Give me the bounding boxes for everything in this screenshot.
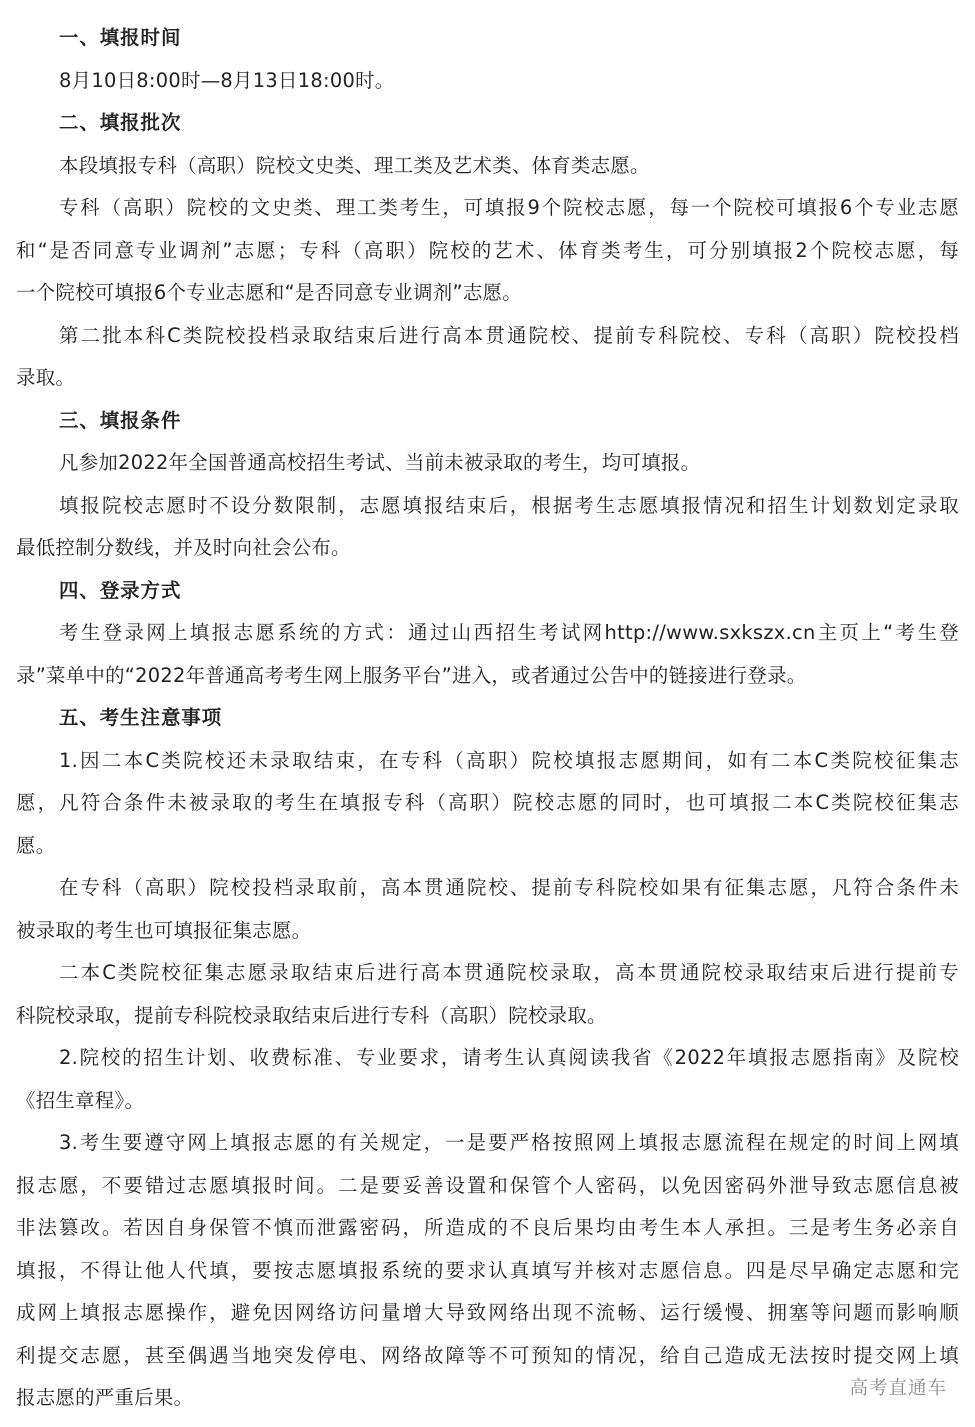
paragraph-line: 报志愿的严重后果。 [16, 1386, 194, 1409]
paragraph-line: 非法篡改。若因自身保管不慎而泄露密码，所造成的不良后果均由考生本人承担。三是考生务必亲自 [16, 1216, 959, 1239]
paragraph-line: 考生登录网上填报志愿系统的方式：通过山西招生考试网http://www.sxkszx.cn主页上“考生登 [59, 621, 959, 644]
section-heading-batch: 二、填报批次 [59, 111, 182, 134]
paragraph-line: 专科（高职）院校的文史类、理工类考生，可填报9个院校志愿，每一个院校可填报6个专业志愿 [59, 196, 959, 219]
section-heading-time: 一、填报时间 [59, 26, 182, 49]
paragraph-line: 8月10日8:00时—8月13日18:00时。 [59, 68, 395, 92]
paragraph-line: 科院校录取，提前专科院校录取结束后进行专科（高职）院校录取。 [16, 1003, 607, 1027]
paragraph-line: 二本C类院校征集志愿录取结束后进行高本贯通院校录取，高本贯通院校录取结束后进行提前专 [59, 961, 959, 984]
paragraph-line: 录”菜单中的“2022年普通高考考生网上服务平台”进入，或者通过公告中的链接进行登录。 [16, 663, 807, 687]
paragraph-line: 在专科（高职）院校投档录取前，高本贯通院校、提前专科院校如果有征集志愿，凡符合条件未 [59, 876, 959, 899]
paragraph-line: 被录取的考生也可填报征集志愿。 [16, 918, 312, 942]
paragraph-line: 《招生章程》。 [16, 1088, 145, 1112]
paragraph-line: 和“是否同意专业调剂”志愿；专科（高职）院校的艺术、体育类考生，可分别填报2个院校志愿，每 [16, 238, 959, 262]
paragraph-line: 2.院校的招生计划、收费标准、专业要求，请考生认真阅读我省《2022年填报志愿指南》及院校 [59, 1046, 959, 1069]
section-heading-conditions: 三、填报条件 [59, 408, 182, 432]
paragraph-line: 填报院校志愿时不设分数限制，志愿填报结束后，根据考生志愿填报情况和招生计划数划定录取 [59, 493, 959, 517]
paragraph-line: 凡参加2022年全国普通高校招生考试、当前未被录取的考生，均可填报。 [59, 451, 701, 474]
paragraph-line: 本段填报专科（高职）院校文史类、理工类及艺术类、体育类志愿。 [59, 153, 650, 177]
paragraph-line: 填报，不得让他人代填，要按志愿填报系统的要求认真填写并核对志愿信息。四是尽早确定志愿和完 [16, 1258, 959, 1282]
paragraph-line: 报志愿，不要错过志愿填报时间。二是要妥善设置和保管个人密码，以免因密码外泄导致志愿信息被 [16, 1173, 959, 1197]
paragraph-line: 3.考生要遵守网上填报志愿的有关规定，一是要严格按照网上填报志愿流程在规定的时间上网填 [59, 1131, 959, 1154]
section-heading-notes: 五、考生注意事项 [59, 706, 223, 729]
paragraph-line: 利提交志愿，甚至偶遇当地突发停电、网络故障等不可预知的情况，给自己造成无法按时提交网上填 [16, 1343, 959, 1367]
paragraph-line: 愿。 [16, 833, 56, 857]
paragraph-line: 录取。 [16, 366, 76, 389]
paragraph-line: 成网上填报志愿操作，避免因网络访问量增大导致网络出现不流畅、运行缓慢、拥塞等问题而影响顺 [16, 1301, 959, 1324]
paragraph-line: 1.因二本C类院校还未录取结束，在专科（高职）院校填报志愿期间，如有二本C类院校征集志 [59, 748, 959, 772]
paragraph-line: 最低控制分数线，并及时向社会公布。 [16, 536, 351, 559]
section-heading-login: 四、登录方式 [59, 578, 182, 602]
paragraph-line: 第二批本科C类院校投档录取结束后进行高本贯通院校、提前专科院校、专科（高职）院校投档 [59, 323, 959, 347]
paragraph-line: 一个院校可填报6个专业志愿和“是否同意专业调剂”志愿。 [16, 281, 522, 304]
paragraph-line: 愿，凡符合条件未被录取的考生在填报专科（高职）院校志愿的同时，也可填报二本C类院校征集志 [16, 791, 959, 814]
watermark: 高考直通车 [849, 1378, 947, 1399]
